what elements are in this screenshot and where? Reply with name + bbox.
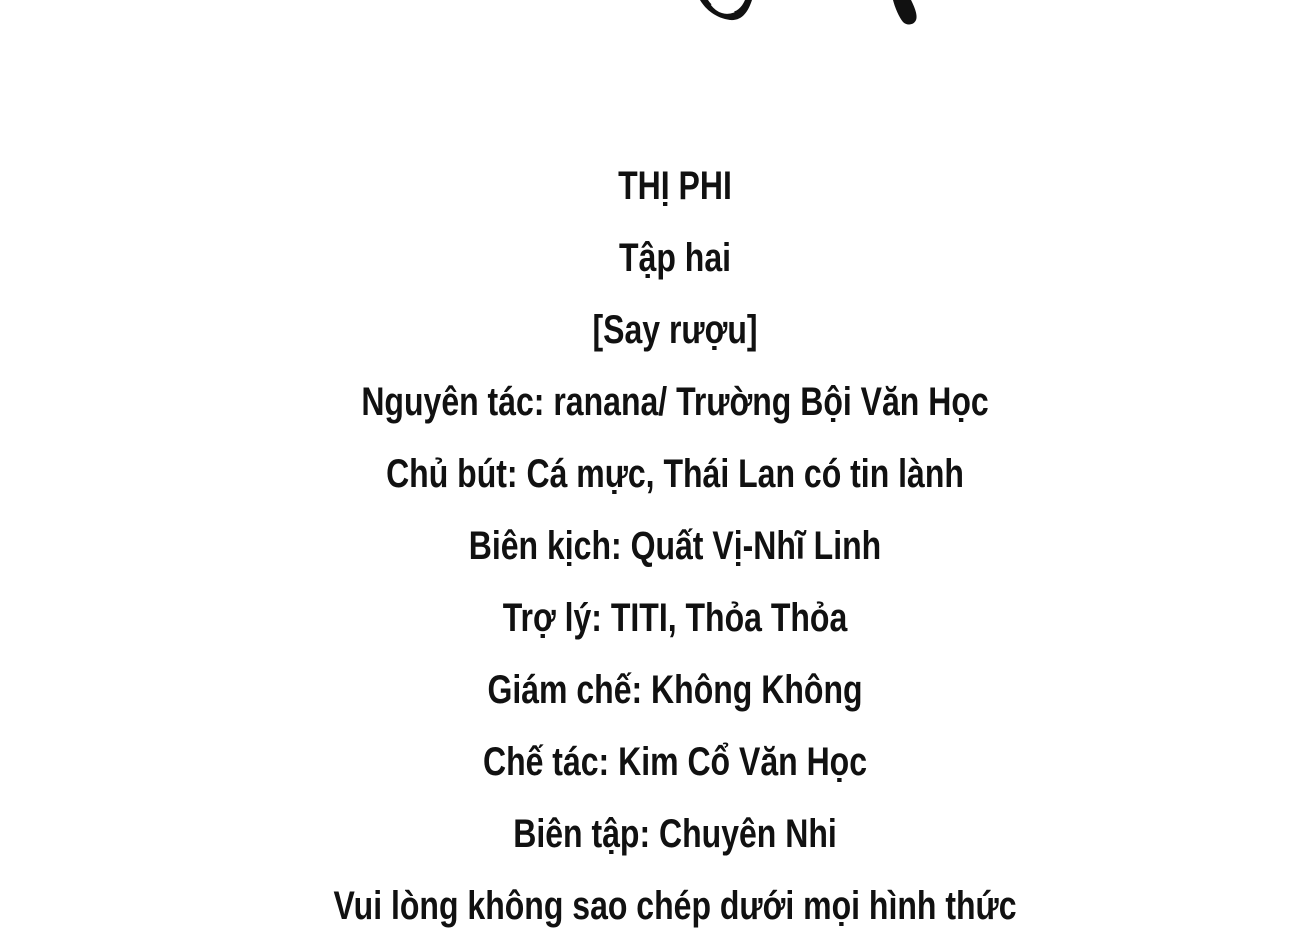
series-title: THỊ PHI — [618, 164, 732, 208]
chapter-title: [Say rượu] — [592, 308, 758, 352]
credit-production: Chế tác: Kim Cổ Văn Học — [482, 740, 868, 784]
episode-label: Tập hai — [618, 236, 732, 280]
credits-list — [35, 150, 1315, 942]
credit-original: Nguyên tác: ranana/ Trường Bội Văn Học — [361, 380, 989, 424]
credit-supervisor: Giám chế: Không Không — [487, 668, 863, 712]
credit-editor: Biên tập: Chuyên Nhi — [513, 812, 837, 856]
copyright-notice: Vui lòng không sao chép dưới mọi hình thức — [333, 884, 1017, 928]
credit-screenplay: Biên kịch: Quất Vị-Nhĩ Linh — [468, 524, 882, 568]
ink-sketch-fragment-icon — [0, 0, 1280, 40]
credit-writer: Chủ bút: Cá mực, Thái Lan có tin lành — [386, 452, 964, 496]
credit-assistant: Trợ lý: TITI, Thỏa Thỏa — [502, 596, 848, 640]
